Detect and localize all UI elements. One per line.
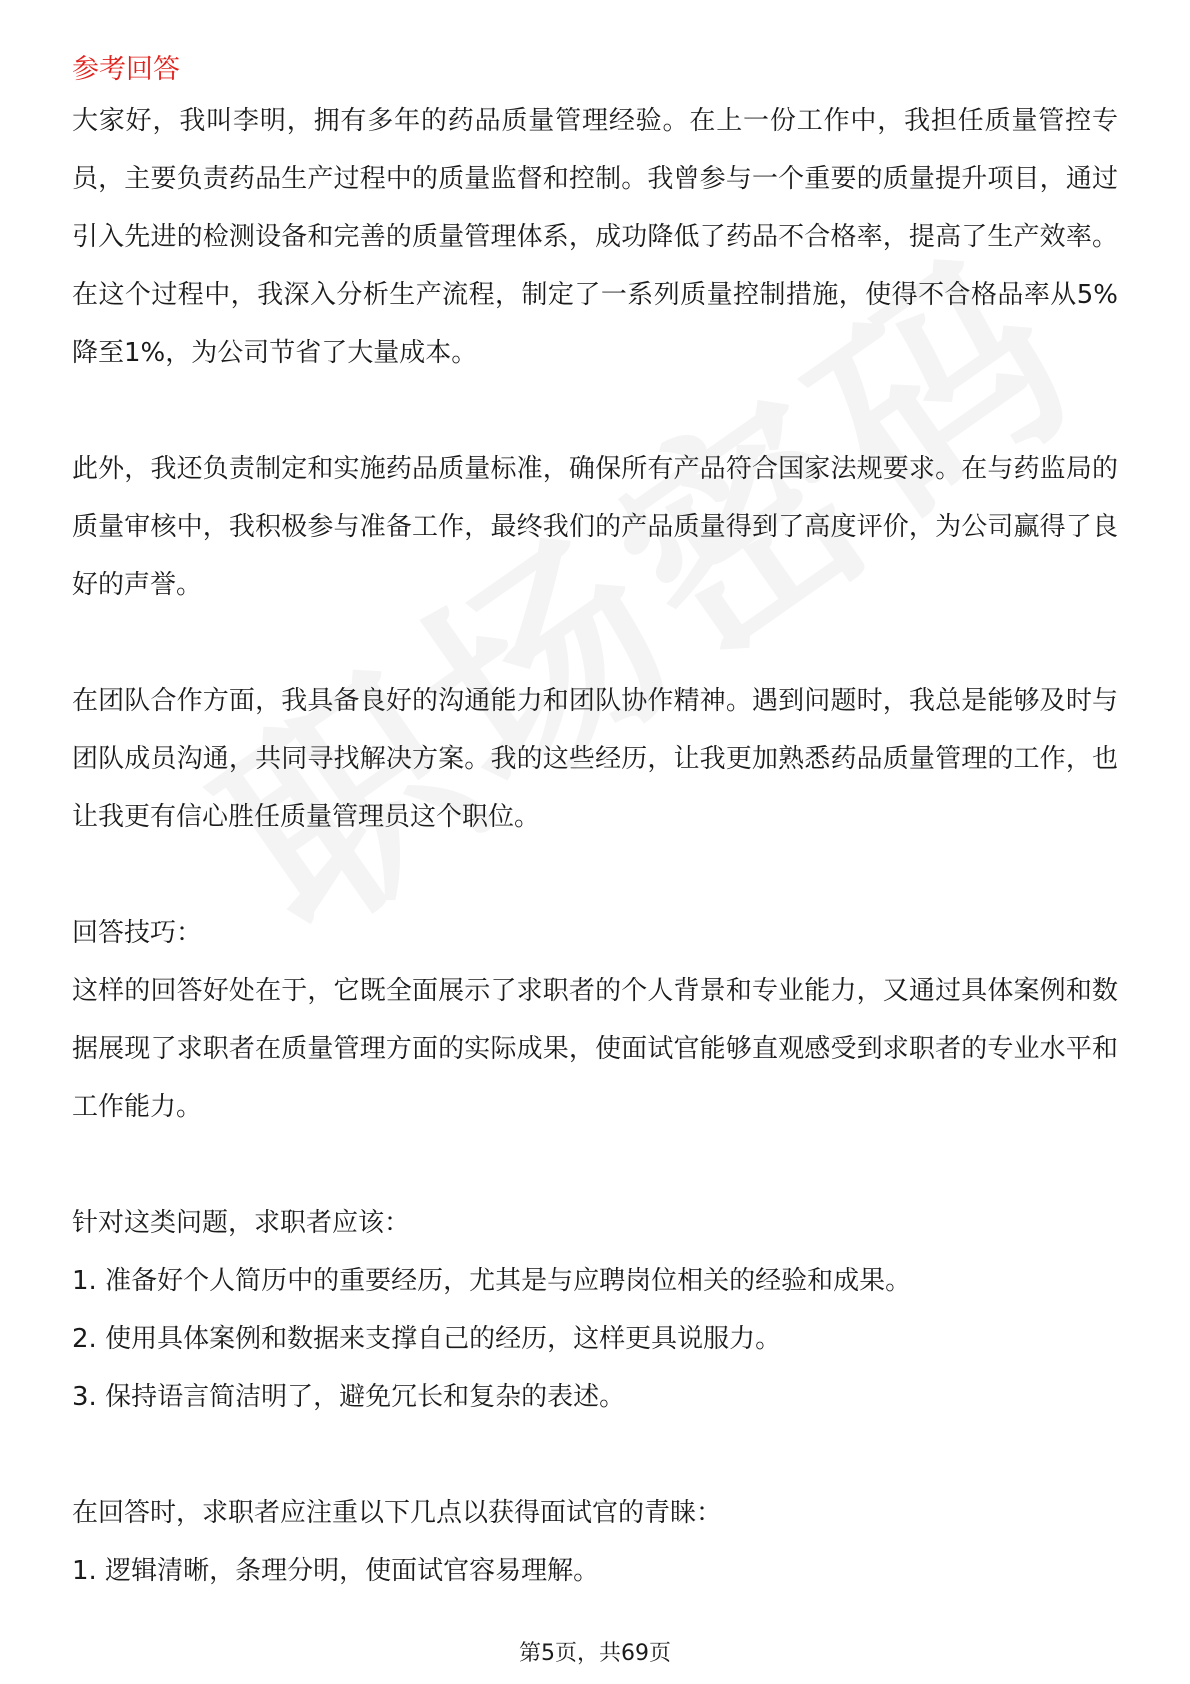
page-number: 第5页，共69页 xyxy=(519,1641,671,1666)
points-item-1: 1. 逻辑清晰，条理分明，使面试官容易理解。 xyxy=(72,1556,600,1586)
advice-item-1: 1. 准备好个人简历中的重要经历，尤其是与应聘岗位相关的经验和成果。 xyxy=(72,1266,912,1296)
tips-body: 这样的回答好处在于，它既全面展示了求职者的个人背景和专业能力，又通过具体案例和数据展现了求职者在质量管理方面的实际成果，使面试官能够直观感受到求职者的专业水平和工作能力。 xyxy=(72,976,1118,1122)
advice-title: 针对这类问题，求职者应该： xyxy=(72,1208,411,1238)
advice-item-2: 2. 使用具体案例和数据来支撑自己的经历，这样更具说服力。 xyxy=(72,1324,782,1354)
paragraph-gap xyxy=(72,1426,1118,1484)
answer-paragraph-3: 在团队合作方面，我具备良好的沟通能力和团队协作精神。遇到问题时，我总是能够及时与团队成员沟通，共同寻找解决方案。我的这些经历，让我更加熟悉药品质量管理的工作，也让我更有信心胜任质量管理员这个职位。 xyxy=(72,686,1118,832)
paragraph-gap xyxy=(72,846,1118,904)
answer-paragraph-1: 大家好，我叫李明，拥有多年的药品质量管理经验。在上一份工作中，我担任质量管控专员，主要负责药品生产过程中的质量监督和控制。我曾参与一个重要的质量提升项目，通过引入先进的检测设备和完善的质量管理体系，成功降低了药品不合格率，提高了生产效率。在这个过程中，我深入分析生产流程，制定了一系列质量控制措施，使得不合格品率从5%降至1%，为公司节省了大量成本。 xyxy=(72,106,1118,368)
advice-item-3: 3. 保持语言简洁明了，避免冗长和复杂的表述。 xyxy=(72,1382,626,1412)
answer-paragraph-2: 此外，我还负责制定和实施药品质量标准，确保所有产品符合国家法规要求。在与药监局的质量审核中，我积极参与准备工作，最终我们的产品质量得到了高度评价，为公司赢得了良好的声誉。 xyxy=(72,454,1118,600)
paragraph-gap xyxy=(72,614,1118,672)
paragraph-gap xyxy=(72,1136,1118,1194)
paragraph-gap xyxy=(72,382,1118,440)
section-heading: 参考回答 xyxy=(72,54,180,85)
points-title: 在回答时，求职者应注重以下几点以获得面试官的青睐： xyxy=(72,1498,723,1528)
tips-title: 回答技巧： xyxy=(72,918,203,948)
document-content xyxy=(72,48,1118,1600)
